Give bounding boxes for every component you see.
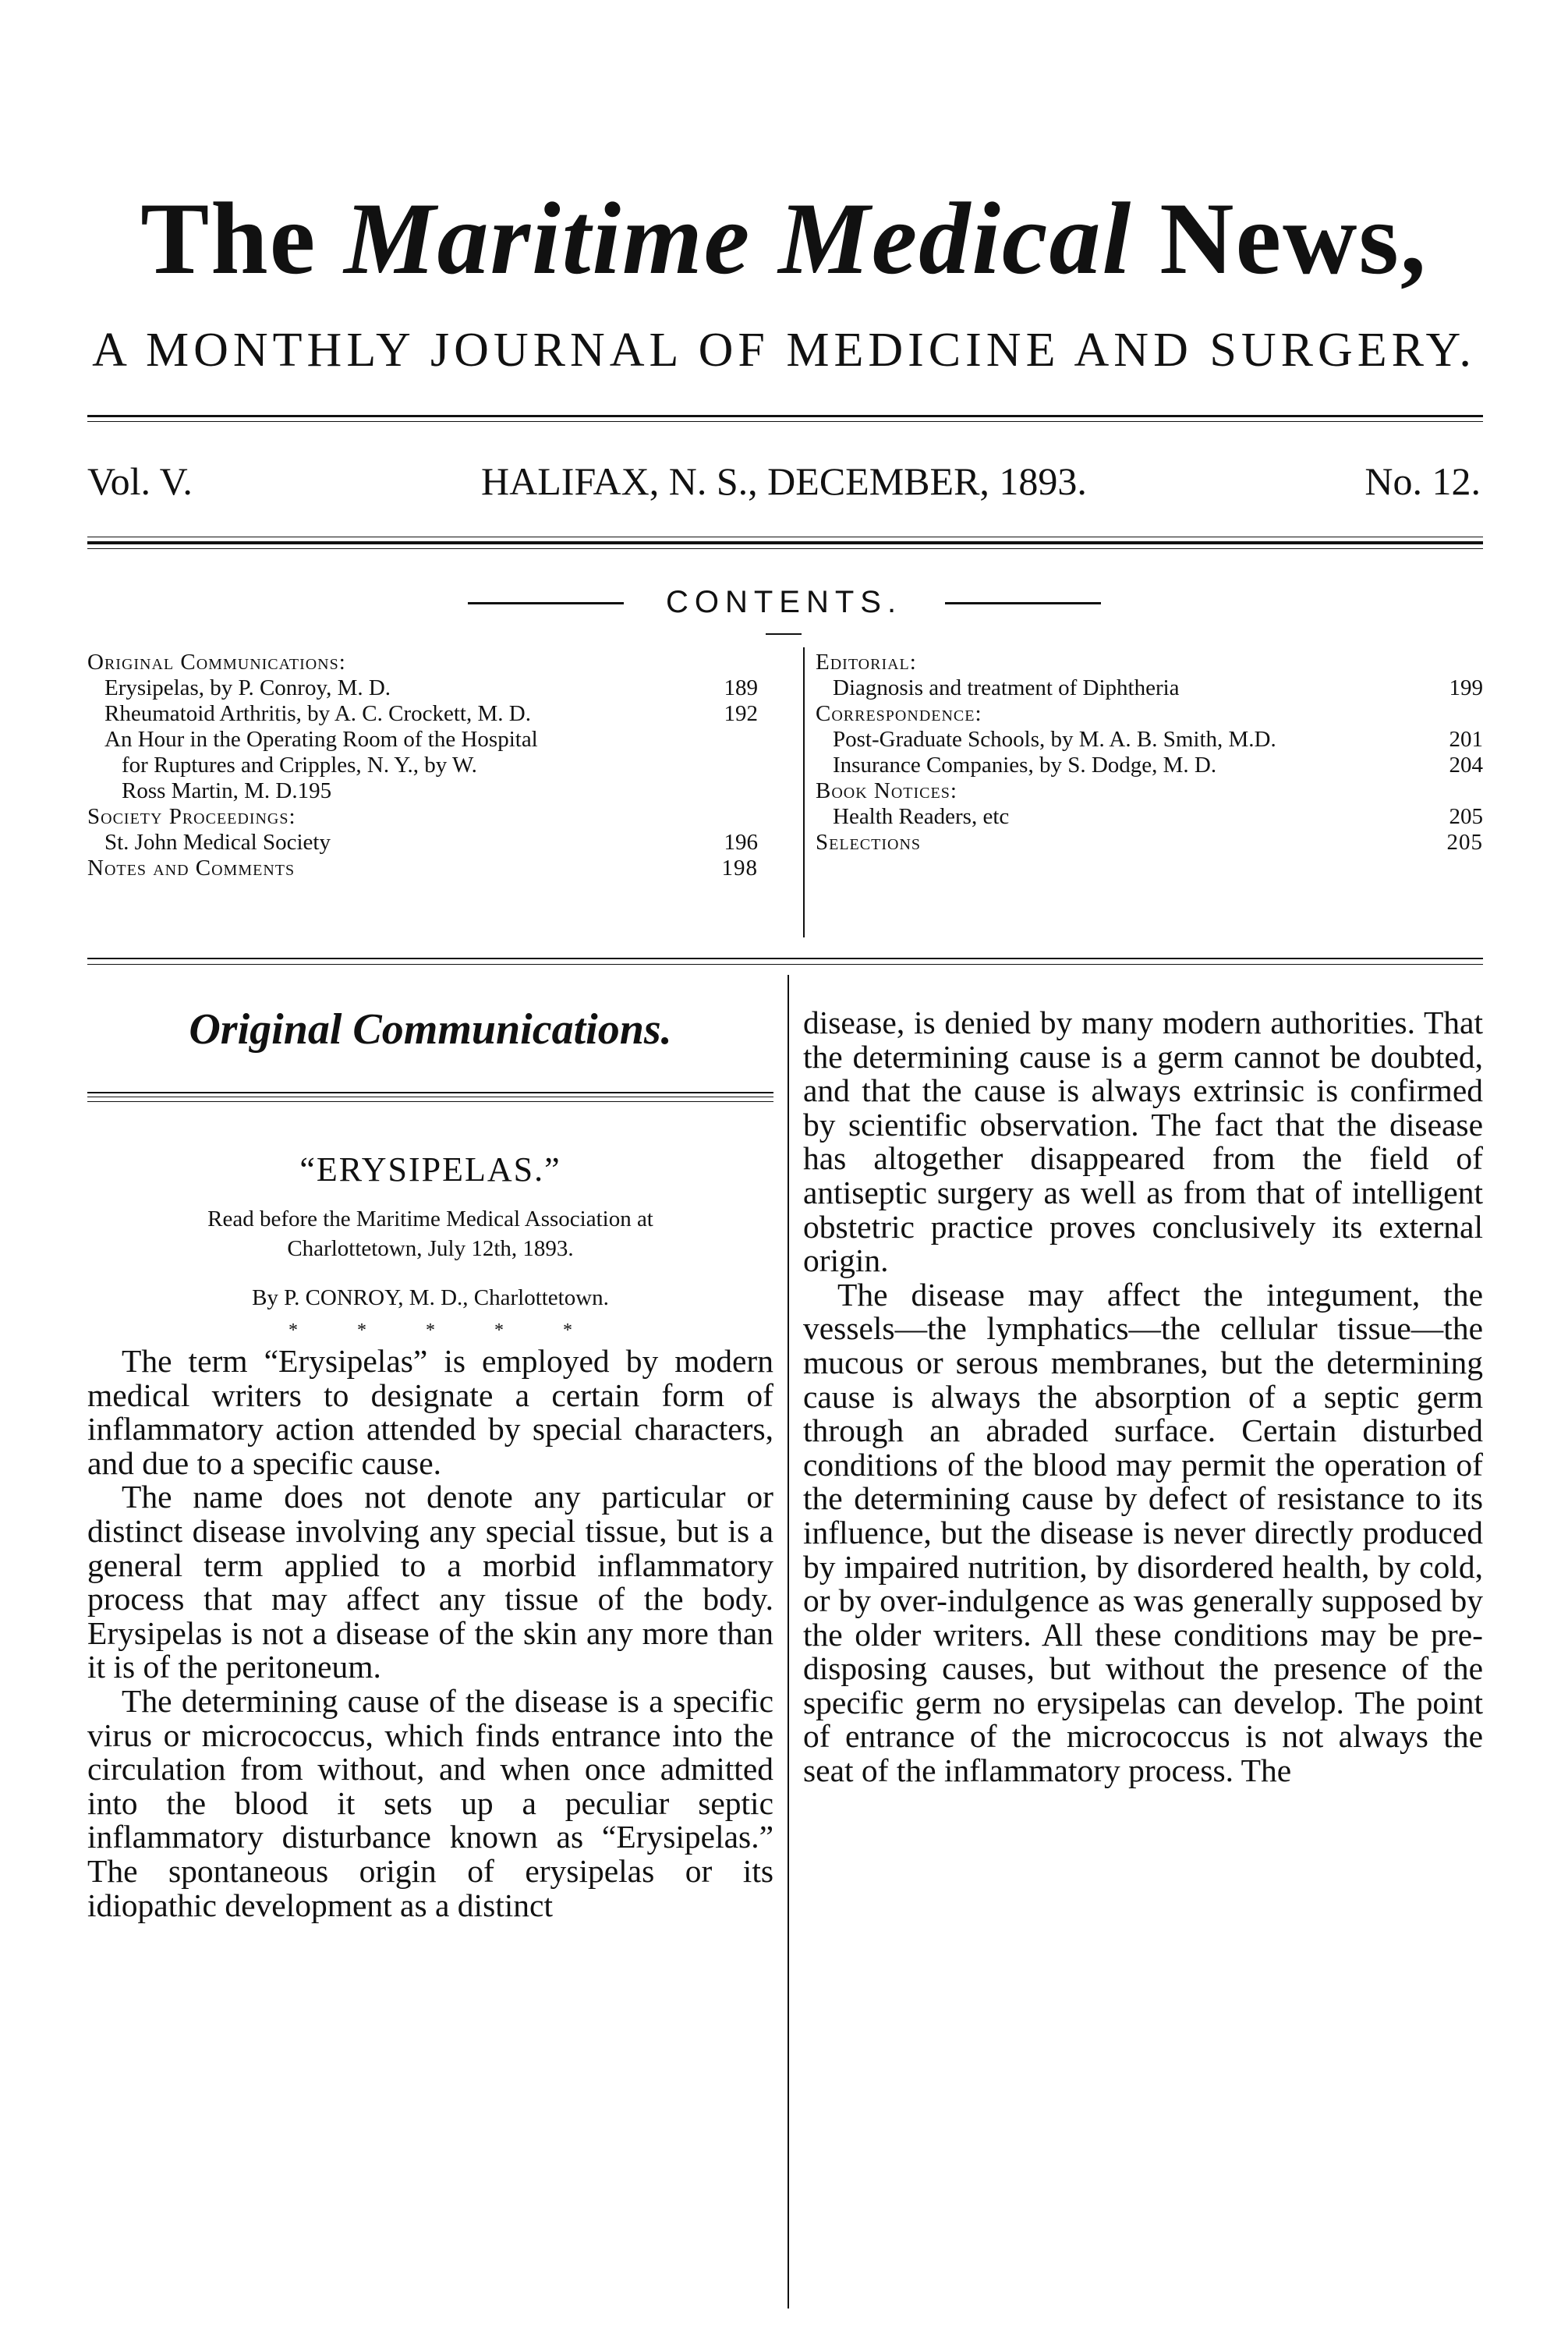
author-byline: By P. CONROY, M. D., Charlottetown. bbox=[252, 1285, 609, 1310]
toc-page: 196 bbox=[724, 830, 758, 855]
toc-heading: Editorial: bbox=[816, 650, 917, 675]
divider bbox=[87, 415, 1483, 417]
toc-entry: St. John Medical Society 196 bbox=[104, 830, 758, 855]
column-divider bbox=[803, 647, 805, 937]
toc-entry: Erysipelas, by P. Conroy, M. D. 189 bbox=[104, 675, 758, 700]
toc-page: 198 bbox=[721, 856, 758, 881]
toc-entry: Rheumatoid Arthritis, by A. C. Crockett, M. D. 192 bbox=[104, 701, 758, 726]
asterism: * * * * * bbox=[288, 1320, 572, 1341]
title-word: News, bbox=[1159, 181, 1428, 296]
toc-page: 201 bbox=[1449, 727, 1483, 752]
title-word: Medical bbox=[778, 181, 1133, 296]
toc-entry: Health Readers, etc 205 bbox=[833, 804, 1483, 829]
toc-page: 205 bbox=[1446, 830, 1483, 855]
toc-entry-continued: for Ruptures and Cripples, N. Y., by W. bbox=[122, 753, 477, 778]
paragraph: The term “Erysipelas” is employed by modern medical writers to designate a certain form of inflammatory action attended by special characters, and due to a specific cause. bbox=[87, 1343, 773, 1481]
volume-label: Vol. V. bbox=[87, 459, 193, 503]
paragraph: The determining cause of the disease is a specific virus or micrococcus, which finds entrance into the circulation from without, and when once admitted into the blood it sets up a peculiar septic inflammatory disturbance known as “Erysipelas.” The spontaneous origin of erysipelas or its idiopathic development as a distinct bbox=[87, 1682, 773, 1923]
section-heading: Original Communications. bbox=[189, 1005, 672, 1054]
toc-heading: Selections 205 bbox=[816, 830, 1483, 855]
toc-heading: Notes and Comments 198 bbox=[87, 856, 758, 881]
divider bbox=[87, 421, 1483, 422]
contents-heading: CONTENTS. bbox=[665, 585, 903, 619]
issue-number: No. 12. bbox=[1364, 459, 1481, 503]
contents-left bbox=[87, 650, 758, 881]
toc-entry-continued: Ross Martin, M. D.195 bbox=[122, 778, 332, 803]
divider bbox=[87, 1101, 773, 1102]
title-word: Maritime bbox=[344, 181, 752, 296]
ornament-dash bbox=[766, 633, 802, 635]
toc-page: 189 bbox=[724, 675, 758, 700]
divider bbox=[87, 548, 1483, 549]
read-before-note: Read before the Maritime Medical Association at Charlottetown, July 12th, 1893. bbox=[207, 1207, 653, 1261]
column-divider bbox=[788, 975, 789, 2309]
toc-entry: Insurance Companies, by S. Dodge, M. D. 204 bbox=[833, 753, 1483, 778]
toc-page: 195 bbox=[297, 778, 332, 803]
toc-entry: An Hour in the Operating Room of the Hospital bbox=[104, 727, 538, 752]
issue-place-date: HALIFAX, N. S., DECEMBER, 1893. bbox=[481, 459, 1087, 503]
journal-subtitle: A MONTHLY JOURNAL OF MEDICINE AND SURGERY. bbox=[92, 324, 1476, 377]
divider bbox=[87, 541, 1483, 544]
title-word: The bbox=[140, 181, 317, 296]
divider bbox=[87, 1092, 773, 1093]
toc-page: 204 bbox=[1449, 753, 1483, 778]
toc-heading: Society Proceedings: bbox=[87, 804, 296, 829]
contents-right bbox=[816, 650, 1483, 856]
article-title: “ERYSIPELAS.” bbox=[299, 1150, 561, 1189]
paragraph: The name does not denote any particular or distinct disease involving any special tissue, but is a general term applied to a morbid inflammatory process that may affect any tissue of the body. Erysipelas is not a disease of the skin any more than it is of the peritoneum. bbox=[87, 1479, 773, 1685]
toc-page: 199 bbox=[1449, 675, 1483, 700]
toc-heading: Correspondence: bbox=[816, 701, 982, 726]
divider bbox=[87, 958, 1483, 959]
toc-page: 205 bbox=[1449, 804, 1483, 829]
toc-entry: Post-Graduate Schools, by M. A. B. Smith, M.D. 201 bbox=[833, 727, 1483, 752]
toc-entry: Diagnosis and treatment of Diphtheria 199 bbox=[833, 675, 1483, 700]
journal-title bbox=[0, 181, 1568, 296]
toc-page: 192 bbox=[724, 701, 758, 726]
paragraph: disease, is denied by many modern authorities. That the determining cause is a germ cannot be doubted, and that the cause is always extrinsic is confirmed by scientific observation. The fact that the disease has altogether disappeared from the field of antiseptic surgery as well as from that of intelligent obstetric practice proves conclusively its external origin. bbox=[803, 1005, 1483, 1279]
toc-heading: Book Notices: bbox=[816, 778, 957, 803]
article-body-left bbox=[87, 1345, 773, 1922]
paragraph: The disease may affect the integument, the vessels—the lymphatics—the cellular tissue—the mucous or serous membranes, but the determining cause is always the absorption of a septic germ through an abraded surface. Certain disturbed conditions of the blood may permit the operation of the determining cause by defect of resistance to its influence, but the disease is never directly produced by impaired nutrition, by disordered health, by cold, or by over-indulgence as was generally supposed by the older writers. All these conditions may be pre-disposing causes, but without the presence of the specific germ no erysipelas can develop. The point of entrance of the micrococcus is not always the seat of the inflammatory process. The bbox=[803, 1276, 1483, 1789]
toc-heading: Original Communications: bbox=[87, 650, 346, 675]
article-body-right bbox=[803, 1006, 1483, 1788]
divider bbox=[87, 964, 1483, 965]
